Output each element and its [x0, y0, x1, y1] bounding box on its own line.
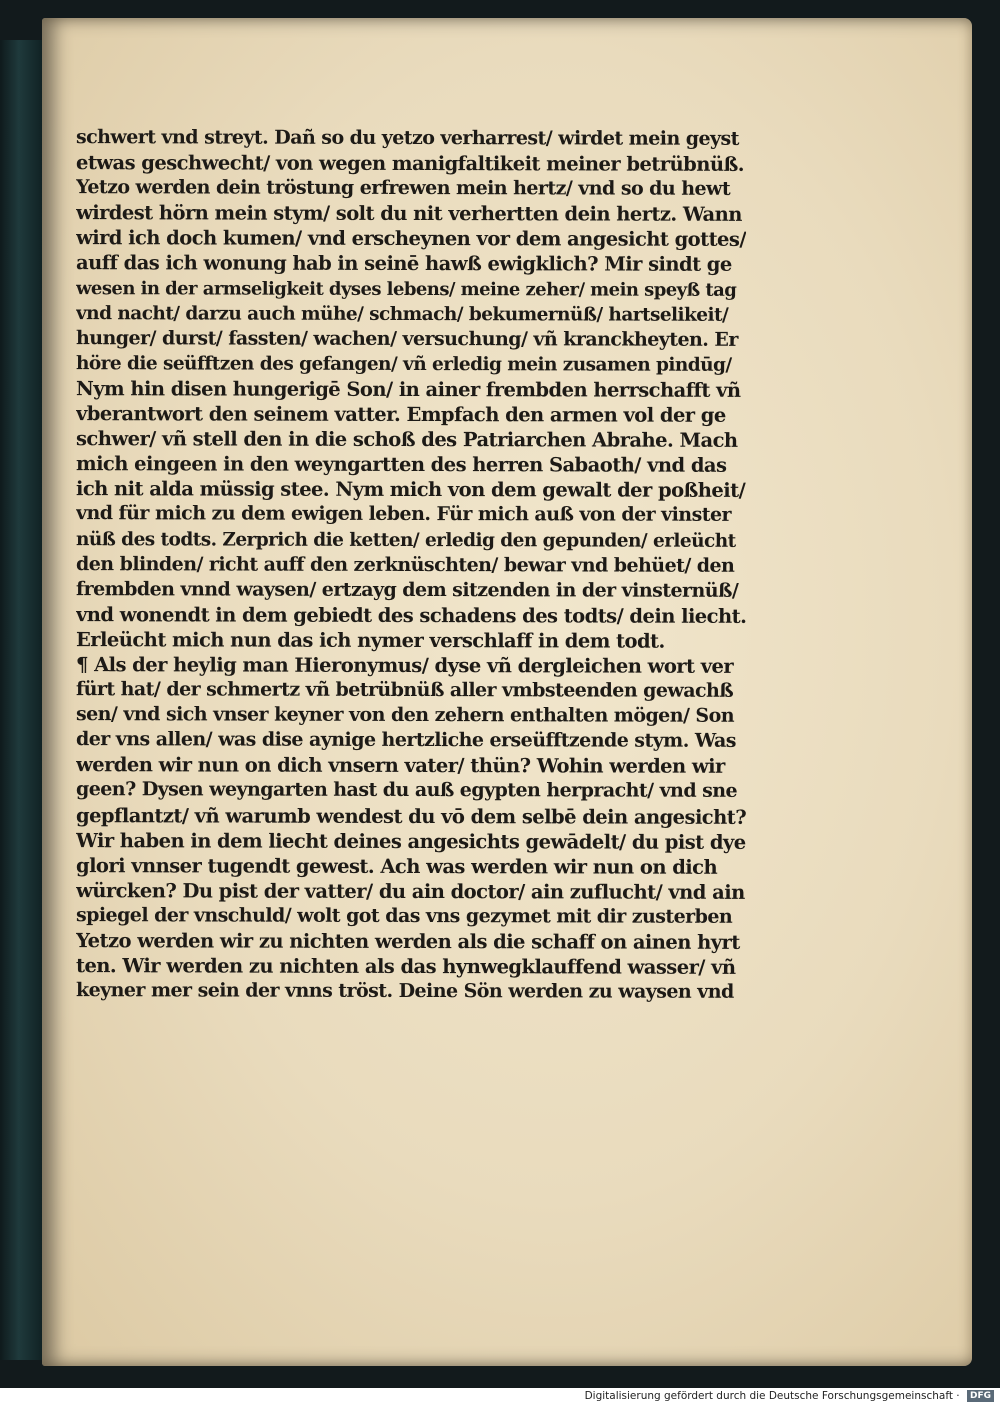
text-line: Wir haben in dem liecht deines angesichts gewādelt/ du pist dye: [75, 828, 746, 854]
text-line: Yetzo werden dein tröstung erfrewen mein hertz/ vnd so du hewt: [75, 176, 731, 201]
text-line: gepflantzt/ vñ warumb wendest du vō dem selbē dein angesicht?: [75, 803, 747, 829]
text-line: nüß des todts. Zerprich die ketten/ erledig den gepunden/ erleücht: [75, 528, 736, 552]
text-line: wirdest hörn mein stym/ solt du nit verhertten dein hertz. Wann: [75, 201, 742, 227]
text-line: frembden vnnd waysen/ ertzayg dem sitzenden in der vinsternüß/: [75, 577, 739, 602]
text-line: ¶ Als der heylig man Hieronymus/ dyse vñ dergleichen wort ver: [75, 653, 734, 678]
footer-credit: Digitalisierung gefördert durch die Deutsche Forschungsgemeinschaft: [584, 1390, 953, 1402]
text-line: vnd für mich zu dem ewigen leben. Für mich auß von der vinster: [75, 502, 731, 527]
text-line: keyner mer sein der vnns tröst. Deine Sön werden zu waysen vnd: [75, 979, 734, 1004]
text-line: ten. Wir werden zu nichten als das hynwegklauffend wasser/ vñ: [75, 954, 736, 979]
text-line: schwer/ vñ stell den in die schoß des Patriarchen Abrahe. Mach: [75, 427, 738, 452]
text-line: schwert vnd streyt. Dañ so du yetzo verharrest/ wirdet mein geyst: [75, 126, 739, 150]
text-line: werden wir nun on dich vnsern vater/ thün? Wohin werden wir: [75, 753, 725, 779]
text-line: spiegel der vnschuld/ wolt got das vns gezymet mit dir zusterben: [75, 904, 733, 928]
text-line: Erleücht mich nun das ich nymer verschlaff in dem todt.: [75, 627, 665, 653]
text-line: vberantwort den seinem vatter. Empfach den armen vol der ge: [75, 402, 726, 427]
text-line: den blinden/ richt auff den zerknüschten/ bewar vnd behüet/ den: [75, 552, 735, 577]
footer-bar: Digitalisierung gefördert durch die Deutsche Forschungsgemeinschaft · DFG: [0, 1388, 1000, 1405]
text-line: der vns allen/ was dise aynige hertzliche erseüfftzende stym. Was: [75, 728, 736, 753]
text-line: Nym hin disen hungerigē Son/ in ainer frembden herrschafft vñ: [75, 377, 741, 402]
text-line: ich nit alda müssig stee. Nym mich von dem gewalt der poßheit/: [75, 477, 746, 503]
book-binding: [0, 40, 42, 1360]
text-line: hunger/ durst/ fassten/ wachen/ versuchung/ vñ kranckheyten. Er: [75, 326, 738, 351]
text-line: höre die seüfftzen des gefangen/ vñ erledig mein zusamen pindūg/: [75, 352, 732, 376]
text-line: Yetzo werden wir zu nichten werden als die schaff on ainen hyrt: [75, 929, 740, 954]
text-line: fürt hat/ der schmertz vñ betrübnüß aller vmbsteenden gewachß: [75, 678, 734, 702]
text-line: sen/ vnd sich vnser keyner von den zehern enthalten mögen/ Son: [75, 703, 735, 728]
text-line: glori vnnser tugendt gewest. Ach was werden wir nun on dich: [75, 853, 718, 879]
text-block: [76, 126, 746, 1004]
text-line: vnd wonendt in dem gebiedt des schadens des todts/ dein liecht.: [75, 602, 747, 628]
text-line: etwas geschwecht/ von wegen manigfaltikeit meiner betrübnüß.: [75, 151, 745, 176]
dfg-logo: DFG: [967, 1390, 994, 1402]
text-line: wesen in der armseligkeit dyses lebens/ meine zeher/ mein speyß tag: [75, 277, 737, 301]
text-line: geen? Dysen weyngarten hast du auß egypten herpracht/ vnd sne: [75, 778, 738, 803]
text-line: auff das ich wonung hab in seinē hawß ewigklich? Mir sindt ge: [75, 251, 732, 277]
text-line: vnd nacht/ darzu auch mühe/ schmach/ bekumernüß/ hartselikeit/: [75, 302, 729, 326]
text-line: wird ich doch kumen/ vnd erscheynen vor dem angesicht gottes/: [75, 226, 746, 252]
text-line: mich eingeen in den weyngartten des herren Sabaoth/ vnd das: [75, 452, 727, 478]
text-line: würcken? Du pist der vatter/ du ain doctor/ ain zuflucht/ vnd ain: [75, 878, 745, 904]
